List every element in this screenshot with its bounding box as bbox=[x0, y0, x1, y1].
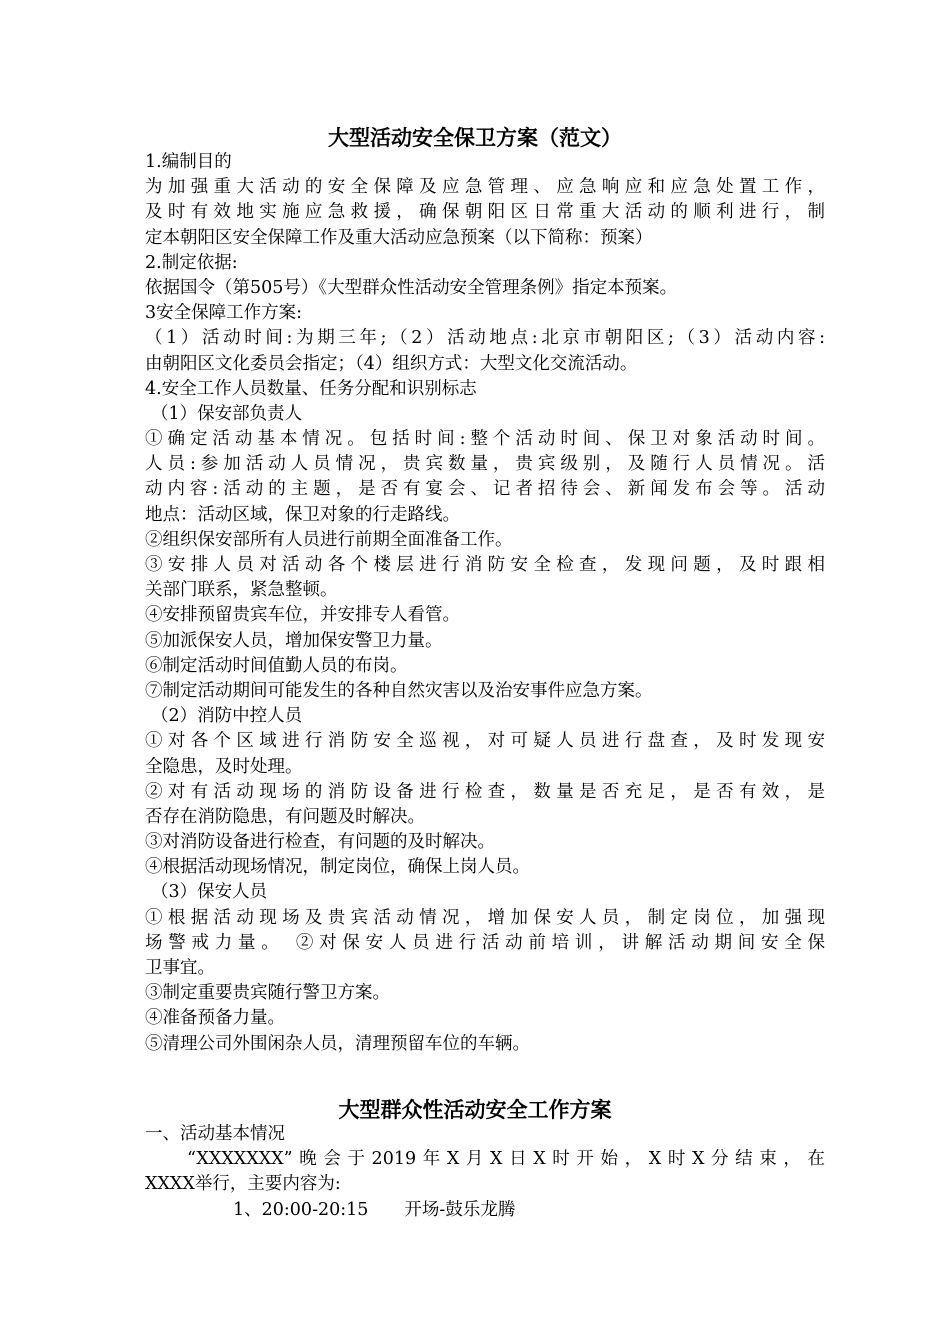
text-line: （2）消防中控人员 bbox=[151, 706, 303, 727]
text-line: ⑤清理公司外围闲杂人员，清理预留车位的车辆。 bbox=[145, 1033, 530, 1054]
document-title: 大型活动安全保卫方案（范文） bbox=[328, 126, 622, 150]
section-activity-plan bbox=[145, 1122, 825, 1223]
text-line: ②组织保安部所有人员进行前期全面准备工作。 bbox=[145, 529, 513, 550]
text-line: ③安排人员对活动各个楼层进行消防安全检查，发现问题，及时跟相 bbox=[145, 555, 825, 575]
text-line: 地点：活动区域，保卫对象的行走路线。 bbox=[145, 504, 460, 525]
text-line: ③对消防设备进行检查，有问题的及时解决。 bbox=[145, 832, 495, 853]
text-line: 卫事宜。 bbox=[145, 958, 215, 978]
text-line: XXXX举行，主要内容为: bbox=[145, 1174, 341, 1195]
text-line: ⑥制定活动时间值勤人员的布岗。 bbox=[145, 655, 408, 676]
section-heading: 一、活动基本情况 bbox=[145, 1124, 285, 1144]
section-security-plan bbox=[145, 150, 825, 1057]
text-line: （1）保安部负责人 bbox=[151, 403, 303, 424]
text-line: ②对有活动现场的消防设备进行检查，数量是否充足，是否有效，是 bbox=[145, 781, 825, 802]
text-line: ④准备预备力量。 bbox=[145, 1008, 285, 1029]
program-item-number: 1、20:00-20:15 bbox=[233, 1199, 369, 1220]
text-line: 全隐患，及时处理。 bbox=[145, 756, 303, 777]
text-line: ⑤加派保安人员，增加保安警卫力量。 bbox=[145, 630, 443, 651]
text-line: 场警戒力量。 ②对保安人员进行活动前培训，讲解活动期间安全保 bbox=[145, 932, 825, 953]
text-line: 定本朝阳区安全保障工作及重大活动应急预案（以下简称：预案） bbox=[145, 227, 653, 248]
text-line: （1）活动时间:为期三年;（2）活动地点:北京市朝阳区;（3）活动内容: bbox=[145, 328, 825, 349]
text-line: （3）保安人员 bbox=[151, 882, 268, 903]
text-line: 动内容:活动的主题，是否有宴会、记者招待会、新闻发布会等。活动 bbox=[145, 479, 825, 500]
text-line: ④安排预留贵宾车位，并安排专人看管。 bbox=[145, 605, 460, 626]
section-title: 大型群众性活动安全工作方案 bbox=[338, 1098, 612, 1122]
text-line: 关部门联系，紧急整顿。 bbox=[145, 580, 338, 601]
text-line: 3安全保障工作方案: bbox=[145, 303, 303, 324]
text-line: “XXXXXXX”晚会于2019年X月X日X时开始，X时X分结束，在 bbox=[187, 1149, 825, 1170]
program-item-name: 开场-鼓乐龙腾 bbox=[404, 1199, 516, 1220]
text-line: ⑦制定活动期间可能发生的各种自然灾害以及治安事件应急方案。 bbox=[145, 680, 653, 701]
text-line: ④根据活动现场情况，制定岗位，确保上岗人员。 bbox=[145, 857, 530, 878]
text-line: ③制定重要贵宾随行警卫方案。 bbox=[145, 983, 390, 1004]
text-line: 否存在消防隐患，有问题及时解决。 bbox=[145, 806, 425, 827]
text-line: 依据国令（第505号）《大型群众性活动安全管理条例》指定本预案。 bbox=[145, 277, 678, 298]
text-line: ①根据活动现场及贵宾活动情况，增加保安人员，制定岗位，加强现 bbox=[145, 907, 825, 928]
text-line: 及时有效地实施应急救援，确保朝阳区日常重大活动的顺利进行，制 bbox=[145, 202, 825, 223]
program-item bbox=[145, 1198, 825, 1223]
text-line: 1.编制目的 bbox=[145, 152, 232, 172]
text-line: 为加强重大活动的安全保障及应急管理、应急响应和应急处置工作， bbox=[145, 177, 825, 198]
text-line: ①对各个区域进行消防安全巡视，对可疑人员进行盘查，及时发现安 bbox=[145, 731, 825, 752]
text-line: 人员:参加活动人员情况，贵宾数量，贵宾级别，及随行人员情况。活 bbox=[145, 454, 825, 475]
text-line: 4.安全工作人员数量、任务分配和识别标志 bbox=[145, 378, 477, 399]
text-line: 由朝阳区文化委员会指定；（4）组织方式：大型文化交流活动。 bbox=[145, 353, 638, 374]
text-line: ①确定活动基本情况。包括时间:整个活动时间、保卫对象活动时间。 bbox=[145, 429, 825, 450]
text-line: 2.制定依据: bbox=[145, 252, 238, 273]
